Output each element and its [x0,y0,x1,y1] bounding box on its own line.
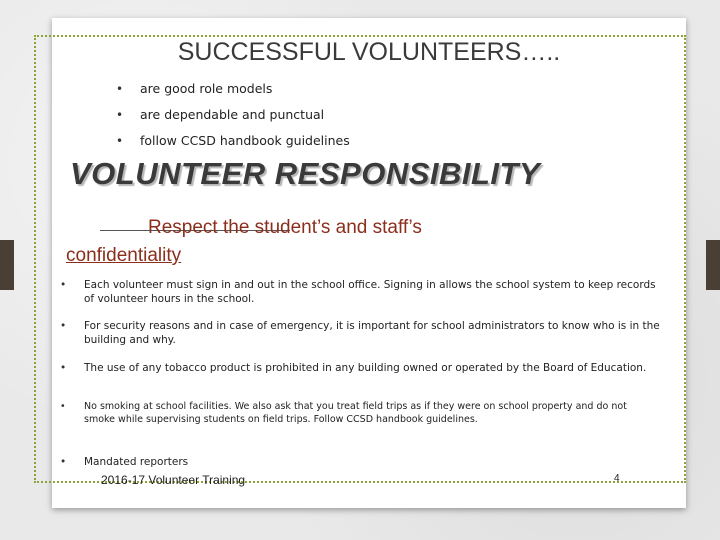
list-item: • No smoking at school facilities. We also ask that you treat field trips as if they were on school property and do not smoke while supervising students on field trips. Follow CCSD handbook guidelines. [60,400,660,426]
right-edge-tab [706,240,720,290]
footer-text: 2016-17 Volunteer Training [101,473,246,487]
slide-title: SUCCESSFUL VOLUNTEERS….. [177,38,561,66]
page-number: 4 [614,473,620,484]
section-heading: VOLUNTEER RESPONSIBILITY [70,156,541,191]
left-edge-tab [0,240,14,290]
list-item: • For security reasons and in case of emergency, it is important for school administrators to know who is in the building and why. [60,319,660,347]
qualities-list [116,80,350,158]
list-item: • The use of any tobacco product is prohibited in any building owned or operated by the Board of Education. [60,361,660,375]
list-item: • Each volunteer must sign in and out in the school office. Signing in allows the school system to keep records of volunteer hours in the school. [60,278,660,306]
confidentiality-text: confidentiality [66,245,182,266]
respect-text: Respect the student’s and staff’s [148,217,422,238]
list-item: • follow CCSD handbook guidelines [116,132,350,158]
list-item: • are dependable and punctual [116,106,350,132]
list-item: • are good role models [116,80,350,106]
list-item: • Mandated reporters [60,455,660,469]
